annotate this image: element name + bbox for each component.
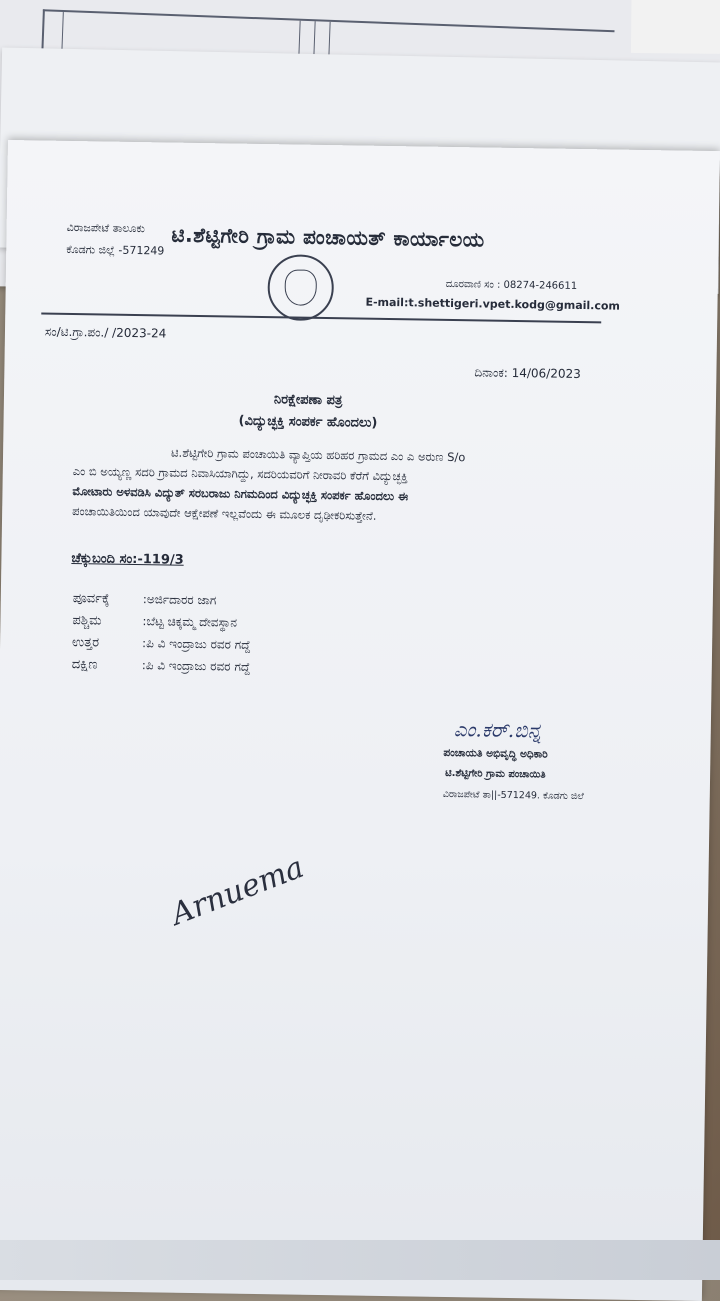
phone-number: ದೂರವಾಣಿ ಸಂ : 08274-246611 — [445, 278, 578, 292]
boundary-east-label: ಪೂರ್ವಕ್ಕೆ — [72, 591, 110, 607]
body-line-1: ಟಿ.ಶೆಟ್ಟಿಗೇರಿ ಗ್ರಾಮ ಪಂಚಾಯಿತಿ ವ್ಯಾಪ್ತಿಯ ಹರಿಹರ ಗ್ರಾಮದ ಎಂ ಎ ಅರುಣ S/o — [171, 445, 466, 465]
body-line-3: ಮೋಟಾರು ಅಳವಡಿಸಿ ವಿದ್ಯುತ್ ಸರಬರಾಜು ನಿಗಮದಿಂದ ವಿದ್ಯುಚ್ಛಕ್ತಿ ಸಂಪರ್ಕ ಹೊಂದಲು ಈ — [72, 484, 409, 504]
boundary-south-label: ದಕ್ಷಿಣ — [71, 657, 98, 673]
officer-office: ಟಿ.ಶೆಟ್ಟಿಗೇರಿ ಗ್ರಾಮ ಪಂಚಾಯಿತಿ — [445, 767, 546, 781]
handwritten-signature: Arnuema — [166, 849, 309, 933]
boundary-north-label: ಉತ್ತರ — [71, 635, 100, 651]
body-line-4: ಪಂಚಾಯಿತಿಯಿಂದ ಯಾವುದೇ ಆಕ್ಷೇಪಣೆ ಇಲ್ಲವೆಂದು ಈ ಮೂಲಕ ದೃಢೀಕರಿಸುತ್ತೇನೆ. — [72, 504, 377, 523]
government-seal-icon — [267, 254, 334, 321]
officer-signature: ಎಂ.ಕರ್.ಬಿನ್ನ — [453, 717, 542, 743]
letter-date: ದಿನಾಂಕ: 14/06/2023 — [474, 365, 581, 382]
subject-title: ನಿರಕ್ಷೇಪಣಾ ಪತ್ರ — [273, 392, 343, 409]
office-title: ಟಿ.ಶೆಟ್ಟಿಗೇರಿ ಗ್ರಾಮ ಪಂಚಾಯತ್ ಕಾರ್ಯಾಲಯ — [171, 222, 485, 252]
boundary-west-value: :ಬೆಟ್ಟ ಚಿಕ್ಕಮ್ಮ ದೇವಸ್ಥಾನ — [142, 614, 238, 630]
officer-address: ವಿರಾಜಪೇಟೆ ತಾ||-571249. ಕೊಡಗು ಜಿಲೆ — [442, 788, 584, 803]
taluk-name: ವಿರಾಜಪೇಟೆ ತಾಲೂಕು — [66, 220, 146, 236]
district-name: ಕೊಡಗು ಜಿಲ್ಲೆ -571249 — [66, 242, 165, 258]
survey-number: ಚೆಕ್ಕುಬಂದಿ ಸಂ:-119/3 — [71, 551, 184, 568]
boundary-west-label: ಪಶ್ಚಿಮ — [72, 613, 102, 629]
bottom-strip — [0, 1240, 720, 1280]
officer-designation: ಪಂಚಾಯತಿ ಅಭಿವೃದ್ಧಿ ಅಧಿಕಾರಿ — [443, 746, 548, 761]
boundary-north-value: :ಪಿ ವಿ ಇಂದ್ರಾಜು ರವರ ಗದ್ದೆ — [142, 636, 251, 652]
underlying-tab — [631, 0, 720, 54]
boundary-east-value: :ಅರ್ಜಿದಾರರ ಜಾಗ — [142, 592, 217, 608]
letter-page — [0, 140, 720, 1301]
boundary-south-value: :ಪಿ ವಿ ಇಂದ್ರಾಜು ರವರ ಗದ್ದೆ — [141, 658, 251, 674]
reference-number: ಸಂ/ಟಿ.ಗ್ರಾ.ಪಂ./ /2023-24 — [44, 324, 167, 341]
subject-subtitle: (ವಿದ್ಯುಚ್ಛಕ್ತಿ ಸಂಪರ್ಕ ಹೊಂದಲು) — [238, 413, 378, 431]
header-divider — [41, 313, 601, 324]
email-address: E-mail:t.shettigeri.vpet.kodg@gmail.com — [365, 295, 621, 313]
body-line-2: ಎಂ ಬಿ ಅಯ್ಯಣ್ಣ ಸದರಿ ಗ್ರಾಮದ ನಿವಾಸಿಯಾಗಿದ್ದು, ಸದರಿಯವರಿಗೆ ನೀರಾವರಿ ಕೆರೆಗೆ ವಿದ್ಯುಚ್ಛಕ್ತಿ — [72, 464, 408, 484]
